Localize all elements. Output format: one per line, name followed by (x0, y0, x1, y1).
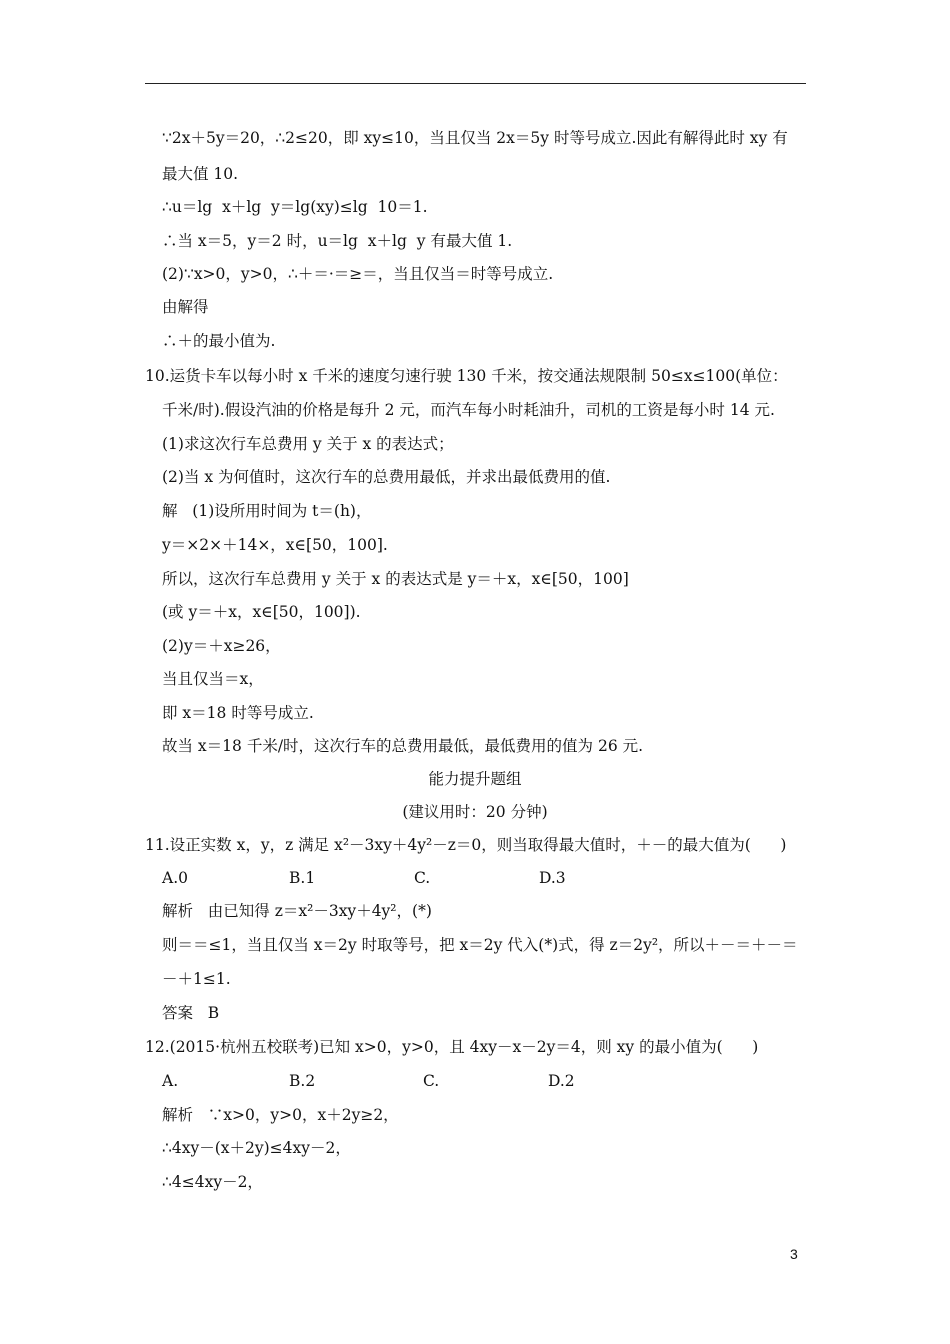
text-line: 解 (1)设所用时间为 t＝(h)， (162, 502, 372, 520)
option-c: C. (423, 1072, 440, 1090)
option-c: C. (414, 869, 431, 887)
question-12: 12.(2015·杭州五校联考)已知 x>0，y>0，且 4xy－x－2y＝4，则 xy 的最小值为( ) (145, 1038, 759, 1056)
option-a: A.0 (162, 869, 188, 887)
text-line: (2)y＝＋x≥26， (162, 637, 281, 655)
text-line: 则＝＝≤1，当且仅当 x＝2y 时取等号，把 x＝2y 代入(*)式，得 z＝2y²，所以＋－＝＋－＝ (162, 936, 798, 954)
section-title: 能力提升题组 (428, 770, 522, 788)
text-line: 所以，这次行车总费用 y 关于 x 的表达式是 y＝＋x，x∈[50，100] (162, 570, 629, 588)
text-line: y＝×2×＋14×，x∈[50，100]. (162, 536, 388, 554)
text-line: ∴4xy－(x＋2y)≤4xy－2， (162, 1139, 351, 1157)
option-b: B.2 (289, 1072, 316, 1090)
text-line: 千米/时).假设汽油的价格是每升 2 元，而汽车每小时耗油升，司机的工资是每小时 14 元. (162, 401, 775, 419)
text-line: 解析 ∵x>0，y>0，x＋2y≥2， (162, 1106, 399, 1124)
text-line: 最大值 10. (162, 165, 239, 183)
text-line: ∵2x＋5y＝20，∴2≤20，即 xy≤10，当且仅当 2x＝5y 时等号成立.因此有解得此时 xy 有 (162, 129, 788, 147)
text-line: (1)求这次行车总费用 y 关于 x 的表达式； (162, 435, 454, 453)
option-a: A. (162, 1072, 179, 1090)
option-d: D.3 (539, 869, 566, 887)
text-line: 即 x＝18 时等号成立. (162, 704, 314, 722)
option-d: D.2 (548, 1072, 575, 1090)
text-line: 由解得 (162, 298, 209, 316)
option-b: B.1 (289, 869, 316, 887)
text-line: (2)∵x>0，y>0，∴＋＝·＝≥＝，当且仅当＝时等号成立. (162, 265, 554, 283)
section-subtitle: (建议用时：20 分钟) (402, 803, 548, 821)
answer-line: 答案 B (162, 1004, 220, 1022)
header-rule (145, 83, 806, 84)
text-line: 当且仅当＝x， (162, 670, 264, 688)
text-line: 解析 由已知得 z＝x²－3xy＋4y²，(*) (162, 902, 432, 920)
text-line: 故当 x＝18 千米/时，这次行车的总费用最低，最低费用的值为 26 元. (162, 737, 644, 755)
text-line: (或 y＝＋x，x∈[50，100]). (162, 603, 361, 621)
text-line: ∴u＝lg x＋lg y＝lg(xy)≤lg 10＝1. (162, 198, 428, 216)
text-line: (2)当 x 为何值时，这次行车的总费用最低，并求出最低费用的值. (162, 468, 611, 486)
text-line: －＋1≤1. (162, 970, 231, 988)
text-line: ∴当 x＝5，y＝2 时，u＝lg x＋lg y 有最大值 1. (162, 232, 513, 250)
text-line: ∴＋的最小值为. (162, 332, 276, 350)
question-11: 11.设正实数 x，y，z 满足 x²－3xy＋4y²－z＝0，则当取得最大值时，＋－的最大值为( ) (145, 836, 787, 854)
page-number: 3 (790, 1246, 798, 1262)
question-10: 10.运货卡车以每小时 x 千米的速度匀速行驶 130 千米，按交通法规限制 50≤x≤100(单位： (145, 367, 788, 385)
text-line: ∴4≤4xy－2， (162, 1173, 263, 1191)
